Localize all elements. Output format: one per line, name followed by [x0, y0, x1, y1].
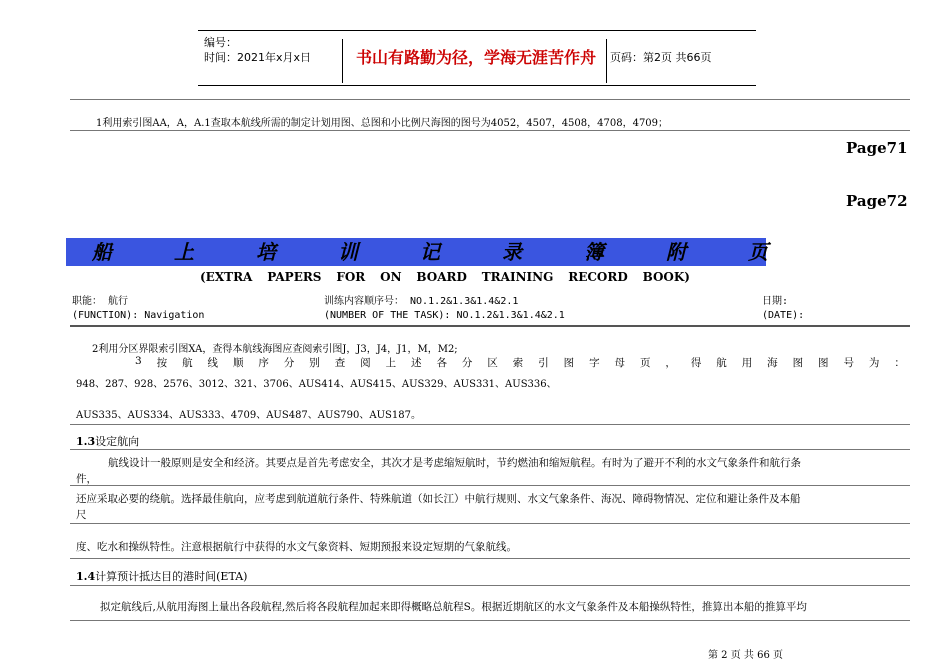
divider [70, 424, 910, 425]
text-char: ： [894, 357, 905, 369]
text-char: 为 [868, 357, 880, 369]
paragraph-line: 尺 [76, 509, 87, 521]
text-char: 分 [283, 357, 295, 369]
text-char: 字 [589, 357, 600, 369]
text-char: 号 [843, 357, 854, 369]
subtitle-word: BOARD [416, 270, 467, 284]
page-number: 页码：第2页 共66页 [610, 51, 712, 64]
header-left [204, 35, 311, 65]
divider [70, 325, 910, 327]
subtitle-word: (EXTRA [200, 270, 253, 284]
text-line: 948、287、928、2576、3012、321、3706、AUS414、AUS415、AUS329、AUS331、AUS336、 [76, 379, 557, 390]
banner-char: 附 [666, 240, 686, 264]
banner-char: 簿 [584, 240, 604, 264]
paragraph-line: 拟定航线后,从航用海图上量出各段航程,然后将各段航程加起来即得概略总航程S。根据近期航区的水文气象条件及本船操纵特性，推算出本船的推算平均 [100, 601, 807, 613]
banner-char: 页 [748, 240, 768, 264]
text-char: 图 [818, 357, 829, 369]
section-heading-1-4 [76, 568, 247, 584]
justified-line [135, 355, 905, 370]
text-char: 顺 [232, 357, 244, 369]
divider [70, 485, 910, 486]
text-char: 引 [538, 357, 549, 369]
date-en: (DATE): [762, 310, 805, 321]
divider [70, 523, 910, 524]
page-footer: 第 2 页 共 66 页 [708, 650, 783, 661]
banner-char: 上 [174, 240, 194, 264]
text-char: 母 [614, 357, 625, 369]
paragraph-line: 件， [76, 473, 97, 485]
divider [70, 99, 910, 100]
section-number: 1.4 [76, 570, 96, 583]
text-line: 2利用分区界限索引图XA，查得本航线海图应查阅索引图J，J3，J4，J1，M，M2; [92, 344, 458, 355]
header-divider [606, 39, 607, 83]
banner-char: 培 [256, 240, 276, 264]
text-char: 图 [563, 357, 575, 369]
text-char: 述 [411, 357, 422, 369]
text-char: 序 [258, 357, 269, 369]
text-line: AUS335、AUS334、AUS333、4709、AUS487、AUS790、AUS187。 [76, 410, 421, 421]
text-char: 区 [487, 357, 498, 369]
divider [70, 449, 910, 450]
page-marker: Page72 [846, 192, 908, 210]
banner-char: 船 [92, 240, 112, 264]
text-char: 别 [309, 357, 320, 369]
divider [70, 130, 910, 131]
banner-title [92, 239, 768, 265]
subtitle-word: ON [380, 270, 402, 284]
text-char: 线 [207, 357, 218, 369]
function-cn: 职能： 航行 [72, 296, 129, 307]
task-en: (NUMBER OF THE TASK): NO.1.2&1.3&1.4&2.1 [324, 310, 565, 321]
text-char: ， [665, 357, 676, 369]
subtitle-word: BOOK) [642, 270, 690, 284]
time-label: 时间：2021年x月x日 [204, 51, 312, 64]
text-char: 各 [436, 357, 447, 369]
text-char: 查 [334, 357, 346, 369]
section-number: 1.3 [76, 435, 96, 448]
section-heading-1-3 [76, 433, 139, 449]
text-char: 分 [461, 357, 473, 369]
paragraph-line: 度、吃水和操纵特性。注意根据航行中获得的水文气象资料、短期预报来设定短期的气象航线。 [76, 541, 517, 553]
text-char: 页 [639, 357, 651, 369]
header-divider [342, 39, 343, 83]
text-char: 上 [385, 357, 397, 369]
paragraph-line: 航线设计一般原则是安全和经济。其要点是首先考虑安全，其次才是考虑缩短航时，节约燃油和缩短航程。有时为了避开不利的水文气象条件和航行条 [108, 457, 801, 469]
subtitle-word: FOR [336, 270, 366, 284]
text-char: 航 [182, 357, 193, 369]
paragraph-line: 还应采取必要的绕航。选择最佳航向，应考虑到航道航行条件、特殊航道（如长江）中航行规则、水文气象条件、海况、障碍物情况、定位和避让条件及本船 [76, 493, 801, 505]
page-header [198, 30, 756, 86]
function-en: (FUNCTION): Navigation [72, 310, 205, 321]
text-char: 索 [512, 357, 524, 369]
divider [70, 620, 910, 621]
task-cn: 训练内容顺序号： NO.1.2&1.3&1.4&2.1 [324, 296, 519, 307]
text-char: 按 [156, 357, 168, 369]
date-cn: 日期: [762, 296, 789, 307]
text-char: 3 [135, 355, 142, 367]
page-marker: Page71 [846, 139, 908, 157]
subtitle-word: TRAINING [481, 270, 554, 284]
banner-char: 记 [420, 240, 440, 264]
subtitle-word: RECORD [568, 270, 628, 284]
section-title: 计算预计抵达目的港时间(ETA) [95, 570, 248, 583]
divider [70, 585, 910, 586]
number-label: 编号： [204, 36, 237, 49]
text-char: 航 [716, 357, 727, 369]
text-char: 得 [690, 357, 702, 369]
subtitle-word: PAPERS [267, 270, 322, 284]
text-line: 1利用索引图AA，A，A.1查取本航线所需的制定计划用图、总图和小比例尺海图的图号为4052，4507，4508，4708，4709； [96, 118, 669, 129]
text-char: 海 [767, 357, 778, 369]
banner-subtitle [200, 270, 690, 284]
text-char: 用 [741, 357, 753, 369]
text-char: 图 [792, 357, 804, 369]
text-char: 阅 [360, 357, 371, 369]
header-motto: 书山有路勤为径，学海无涯苦作舟 [355, 48, 596, 67]
banner-char: 训 [338, 240, 358, 264]
section-title: 设定航向 [95, 435, 140, 448]
banner-char: 录 [502, 240, 522, 264]
divider [70, 558, 910, 559]
